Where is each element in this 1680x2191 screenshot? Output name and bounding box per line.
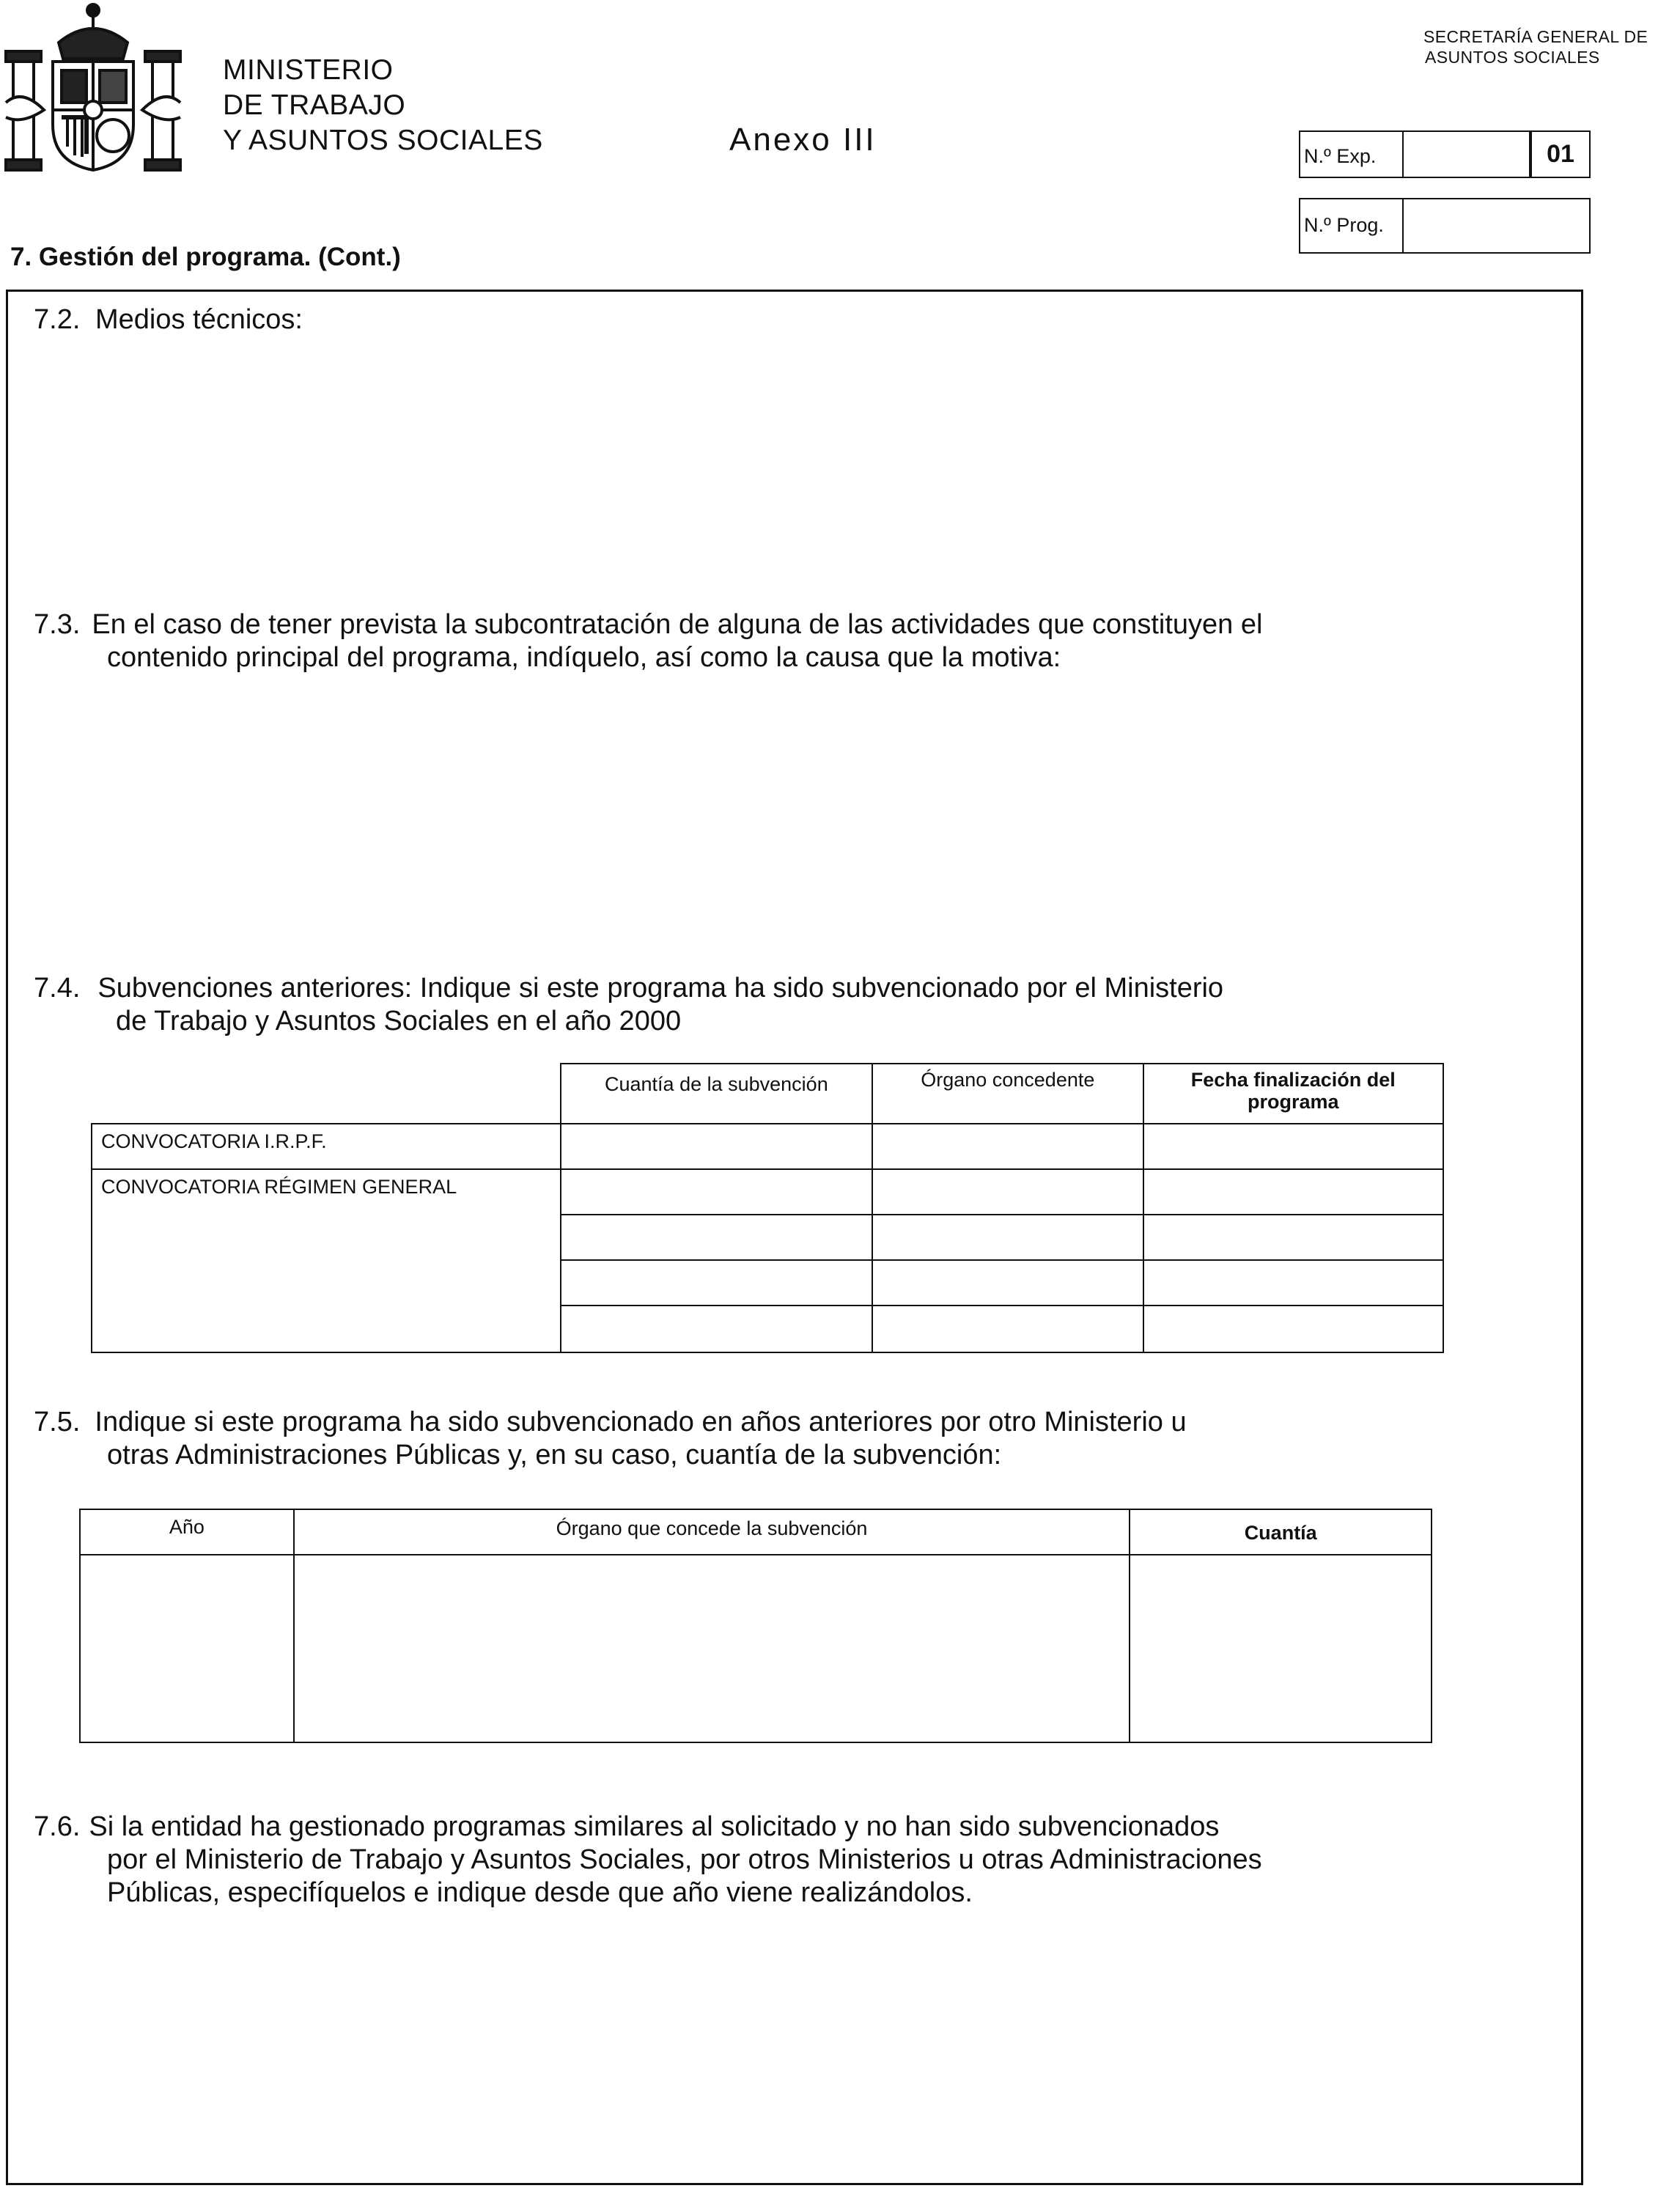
expedient-code: 01 <box>1529 132 1589 177</box>
question-number: 7.2. <box>34 304 81 335</box>
expedient-number-box <box>1299 130 1591 178</box>
ministry-line-1: MINISTERIO <box>223 54 394 86</box>
question-number: 7.4. <box>34 973 81 1004</box>
question-text-line-1: Indique si este programa ha sido subvencionado en años anteriores por otro Ministerio u <box>95 1407 1187 1437</box>
table-row <box>92 1124 1443 1169</box>
expedient-label: N.º Exp. <box>1300 132 1404 177</box>
program-field[interactable] <box>1404 199 1589 252</box>
table-cell[interactable] <box>872 1306 1143 1352</box>
section-title: 7. Gestión del programa. (Cont.) <box>10 243 401 271</box>
answer-area-7-6[interactable] <box>34 1921 1566 2170</box>
question-number: 7.3. <box>34 609 81 640</box>
table-cell[interactable] <box>561 1215 872 1260</box>
table-cell[interactable] <box>872 1124 1143 1169</box>
row-label: CONVOCATORIA RÉGIMEN GENERAL <box>92 1169 561 1352</box>
secretaria-line-1: SECRETARÍA GENERAL DE <box>1423 27 1648 46</box>
coat-of-arms-icon <box>0 0 187 176</box>
question-text-line-1: Subvenciones anteriores: Indique si este programa ha sido subvencionado por el Ministerio <box>97 973 1224 1004</box>
column-header: Cuantía <box>1130 1509 1432 1555</box>
secretaria-line-2: ASUNTOS SOCIALES <box>1425 48 1600 67</box>
column-header: Órgano que concede la subvención <box>294 1509 1130 1555</box>
other-administrations-table <box>79 1509 1432 1743</box>
question-7-3 <box>34 608 1262 674</box>
table-corner <box>92 1064 561 1124</box>
column-header: Año <box>80 1509 294 1555</box>
ministry-line-2: DE TRABAJO <box>223 89 406 121</box>
question-text-line-1: En el caso de tener prevista la subcontratación de alguna de las actividades que constituyen el <box>92 609 1263 640</box>
table-cell[interactable] <box>80 1555 294 1742</box>
table-cell[interactable] <box>561 1169 872 1215</box>
question-text-line-2: por el Ministerio de Trabajo y Asuntos Sociales, por otros Ministerios u otras Administraciones <box>107 1844 1262 1875</box>
table-cell[interactable] <box>1143 1215 1443 1260</box>
annex-title: Anexo III <box>729 122 877 158</box>
question-7-5 <box>34 1406 1187 1472</box>
answer-area-7-3[interactable] <box>34 682 1566 960</box>
ministry-name <box>223 53 543 158</box>
table-cell[interactable] <box>1143 1124 1443 1169</box>
question-text-line-2: otras Administraciones Públicas y, en su caso, cuantía de la subvención: <box>107 1440 1002 1470</box>
previous-subsidies-table <box>91 1063 1444 1353</box>
program-number-box <box>1299 198 1591 254</box>
column-header: Órgano concedente <box>872 1064 1143 1124</box>
table-cell[interactable] <box>1143 1260 1443 1306</box>
question-text: Medios técnicos: <box>95 304 303 335</box>
column-header: Cuantía de la subvención <box>561 1064 872 1124</box>
answer-area-7-2[interactable] <box>34 345 1566 594</box>
row-label: CONVOCATORIA I.R.P.F. <box>92 1124 561 1169</box>
question-number: 7.5. <box>34 1407 81 1437</box>
ministry-line-3: Y ASUNTOS SOCIALES <box>223 125 543 156</box>
secretaria-label <box>1423 26 1648 67</box>
table-cell[interactable] <box>561 1124 872 1169</box>
table-cell[interactable] <box>1130 1555 1432 1742</box>
table-cell[interactable] <box>1143 1169 1443 1215</box>
table-cell[interactable] <box>872 1169 1143 1215</box>
table-cell[interactable] <box>872 1215 1143 1260</box>
question-text-line-1: Si la entidad ha gestionado programas similares al solicitado y no han sido subvencionados <box>89 1811 1220 1842</box>
question-7-4 <box>34 972 1223 1038</box>
question-7-2 <box>34 303 303 336</box>
question-text-line-3: Públicas, especifíquelos e indique desde que año viene realizándolos. <box>107 1877 973 1908</box>
program-label: N.º Prog. <box>1300 199 1404 252</box>
expedient-field[interactable] <box>1404 132 1589 177</box>
column-header: Fecha finalización del programa <box>1143 1064 1443 1124</box>
question-number: 7.6. <box>34 1811 81 1842</box>
table-cell[interactable] <box>872 1260 1143 1306</box>
table-cell[interactable] <box>561 1306 872 1352</box>
table-cell[interactable] <box>1143 1306 1443 1352</box>
question-7-6 <box>34 1811 1262 1910</box>
table-row <box>80 1555 1432 1742</box>
table-row <box>92 1169 1443 1215</box>
table-cell[interactable] <box>561 1260 872 1306</box>
table-cell[interactable] <box>294 1555 1130 1742</box>
question-text-line-2: de Trabajo y Asuntos Sociales en el año 2000 <box>116 1006 682 1036</box>
question-text-line-2: contenido principal del programa, indíquelo, así como la causa que la motiva: <box>107 642 1061 673</box>
